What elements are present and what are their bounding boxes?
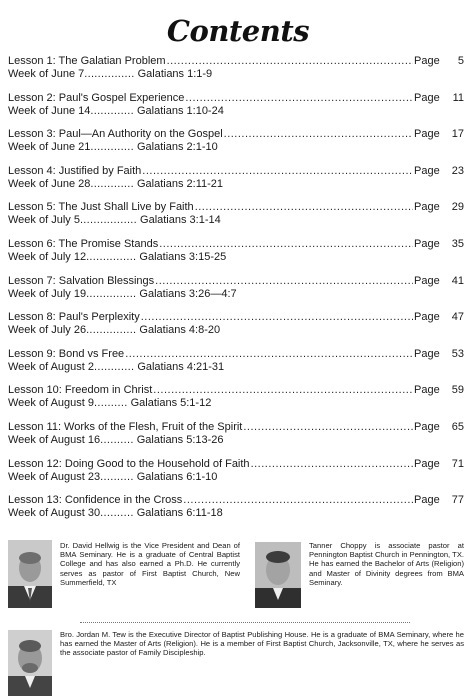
page-word: Page xyxy=(414,494,440,507)
dot-leader xyxy=(142,165,413,178)
page-word: Page xyxy=(414,420,440,433)
week-dots: ................. xyxy=(79,214,138,227)
lesson-title: Lesson 10: Freedom in Christ xyxy=(8,384,153,397)
page-number: 65 xyxy=(451,420,464,433)
scripture-ref: Galatians 2:1-10 xyxy=(137,141,218,154)
week-dots: .......... xyxy=(94,397,128,410)
page-ref xyxy=(414,384,464,397)
page-number: 29 xyxy=(451,201,464,214)
page-title: Contents xyxy=(166,14,310,48)
scripture-ref: Galatians 4:8-20 xyxy=(139,324,221,337)
page-ref xyxy=(414,238,464,251)
page-word: Page xyxy=(414,384,440,397)
page-number: 35 xyxy=(451,237,464,250)
week-dots: .......... xyxy=(100,433,134,446)
scripture-ref: Galatians 4:21-31 xyxy=(137,360,225,373)
toc-entry xyxy=(8,128,464,165)
page-number: 53 xyxy=(451,347,464,360)
dot-leader xyxy=(243,421,413,434)
toc-entry xyxy=(8,458,464,495)
author-bio-tew: Bro. Jordan M. Tew is the Executive Director of Baptist Publishing House. He is a graduate of BMA Seminary, where he has earned the Master of Arts (Religion). He is a member of First Baptist Church, Jacksonville, TX, where he serves as the associate pastor of Family Discipleship. xyxy=(60,630,464,658)
toc-entry xyxy=(8,275,464,312)
page-number: 47 xyxy=(451,311,464,324)
lesson-title: Lesson 6: The Promise Stands xyxy=(8,237,159,250)
author-photo-hellwig xyxy=(8,540,52,608)
page-word: Page xyxy=(414,274,440,287)
week-label: Week of June 28 xyxy=(8,177,91,190)
week-dots: ............... xyxy=(86,250,137,263)
week-label: Week of August 9 xyxy=(8,397,95,410)
dot-leader xyxy=(125,348,413,361)
toc-entry xyxy=(8,311,464,348)
toc-entry xyxy=(8,92,464,129)
page-number: 41 xyxy=(451,274,464,287)
toc-entry xyxy=(8,201,464,238)
week-label: Week of June 21 xyxy=(8,141,91,154)
scripture-ref: Galatians 3:26—4:7 xyxy=(139,287,237,300)
dot-leader xyxy=(153,384,413,397)
divider xyxy=(80,622,410,623)
page-word: Page xyxy=(414,55,440,67)
page-number: 59 xyxy=(451,384,464,397)
page-ref xyxy=(414,275,464,288)
week-label: Week of July 26 xyxy=(8,324,87,337)
lesson-title: Lesson 4: Justified by Faith xyxy=(8,164,142,177)
author-bio-choppy: Tanner Choppy is associate pastor at Pennington Baptist Church in Pennington, TX. He has earned the Bachelor of Arts (Religion) and Master of Divinity degrees from BMA Seminary. xyxy=(309,541,464,587)
page-ref xyxy=(414,201,464,214)
toc-entry xyxy=(8,494,464,531)
page-ref xyxy=(414,348,464,361)
week-dots: ............... xyxy=(86,324,137,337)
toc-entry xyxy=(8,384,464,421)
lesson-title: Lesson 1: The Galatian Problem xyxy=(8,55,166,67)
lesson-title: Lesson 2: Paul's Gospel Experience xyxy=(8,91,185,104)
page-ref xyxy=(414,311,464,324)
page-ref xyxy=(414,165,464,178)
toc-entry xyxy=(8,421,464,458)
week-dots: ............. xyxy=(90,177,134,190)
week-dots: .......... xyxy=(100,470,134,483)
week-label: Week of July 12 xyxy=(8,250,87,263)
scripture-ref: Galatians 3:1-14 xyxy=(140,214,221,227)
page-word: Page xyxy=(414,91,440,104)
scripture-ref: Galatians 2:11-21 xyxy=(137,177,224,190)
page-word: Page xyxy=(414,201,440,214)
page-word: Page xyxy=(414,311,440,324)
week-dots: ............. xyxy=(90,141,134,154)
lesson-title: Lesson 3: Paul—An Authority on the Gospel xyxy=(8,128,223,141)
page-number: 5 xyxy=(457,55,464,67)
page-word: Page xyxy=(414,237,440,250)
lesson-title: Lesson 13: Confidence in the Cross xyxy=(8,494,183,507)
dot-leader xyxy=(141,311,413,324)
lesson-title: Lesson 8: Paul's Perplexity xyxy=(8,311,140,324)
dot-leader xyxy=(195,201,413,214)
toc-entry xyxy=(8,348,464,385)
lesson-title: Lesson 7: Salvation Blessings xyxy=(8,274,155,287)
toc-entry xyxy=(8,238,464,275)
week-label: Week of August 30 xyxy=(8,507,101,520)
scripture-ref: Galatians 3:15-25 xyxy=(139,250,227,263)
page-ref xyxy=(414,92,464,105)
scripture-ref: Galatians 6:11-18 xyxy=(136,507,223,520)
table-of-contents xyxy=(8,55,464,531)
page-word: Page xyxy=(414,347,440,360)
dot-leader xyxy=(185,92,413,105)
week-label: Week of August 23 xyxy=(8,470,101,483)
lesson-title: Lesson 12: Doing Good to the Household of Faith xyxy=(8,457,250,470)
scripture-ref: Galatians 1:10-24 xyxy=(137,104,224,117)
lesson-title: Lesson 11: Works of the Flesh, Fruit of the Spirit xyxy=(8,420,243,433)
page-number: 17 xyxy=(451,128,464,141)
page-number: 77 xyxy=(451,494,464,507)
page-word: Page xyxy=(414,164,440,177)
week-dots: ............... xyxy=(84,68,135,80)
dot-leader xyxy=(159,238,413,251)
page-word: Page xyxy=(414,457,440,470)
week-label: Week of June 7 xyxy=(8,68,85,80)
dot-leader xyxy=(183,494,413,507)
author-photo-choppy xyxy=(255,542,301,608)
page-number: 23 xyxy=(451,164,464,177)
week-dots: ............... xyxy=(86,287,137,300)
page-ref xyxy=(414,128,464,141)
week-label: Week of August 16 xyxy=(8,433,101,446)
page-ref xyxy=(414,55,464,68)
author-photo-tew xyxy=(8,630,52,696)
scripture-ref: Galatians 5:13-26 xyxy=(136,433,224,446)
scripture-ref: Galatians 5:1-12 xyxy=(130,397,212,410)
week-label: Week of July 5 xyxy=(8,214,80,227)
dot-leader xyxy=(167,55,413,68)
page-number: 71 xyxy=(451,457,464,470)
toc-entry xyxy=(8,55,464,92)
lesson-title: Lesson 5: The Just Shall Live by Faith xyxy=(8,201,194,214)
week-dots: ............ xyxy=(94,360,135,373)
page-word: Page xyxy=(414,128,440,141)
page-ref xyxy=(414,421,464,434)
dot-leader xyxy=(224,128,413,141)
scripture-ref: Galatians 1:1-9 xyxy=(137,68,213,80)
author-bio-hellwig: Dr. David Hellwig is the Vice President and Dean of BMA Seminary. He is a graduate of Central Baptist College and has also earned a Ph.D. He currently serves as pastor of First Baptist Church, New Summerfield, TX xyxy=(60,541,240,587)
page-ref xyxy=(414,458,464,471)
dot-leader xyxy=(155,275,413,288)
week-label: Week of August 2 xyxy=(8,360,95,373)
scripture-ref: Galatians 6:1-10 xyxy=(136,470,218,483)
page-ref xyxy=(414,494,464,507)
page-number: 11 xyxy=(452,91,464,104)
week-dots: .......... xyxy=(100,507,134,520)
week-label: Week of July 19 xyxy=(8,287,87,300)
toc-entry xyxy=(8,165,464,202)
week-label: Week of June 14 xyxy=(8,104,91,117)
week-dots: ............. xyxy=(90,104,134,117)
lesson-title: Lesson 9: Bond vs Free xyxy=(8,347,125,360)
dot-leader xyxy=(251,458,413,471)
